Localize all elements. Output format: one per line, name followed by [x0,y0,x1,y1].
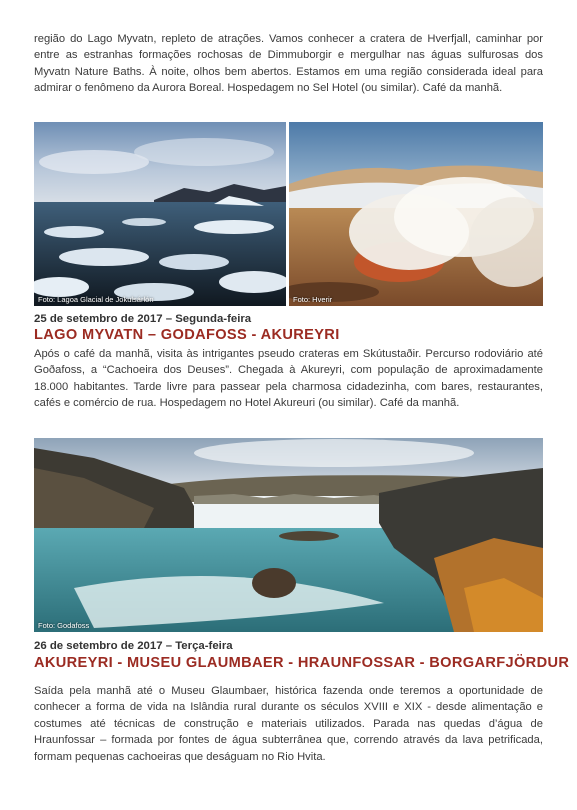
day2-title: AKUREYRI - MUSEU GLAUMBAER - HRAUNFOSSAR - BORGARFJÖRDUR [34,655,570,671]
day2-date: 26 de setembro de 2017 – Terça-feira [34,640,233,652]
day1-date: 25 de setembro de 2017 – Segunda-feira [34,313,252,325]
photo-caption-right: Foto: Hverir [293,295,333,304]
hverir-photo [289,122,543,306]
glacial-lagoon-photo [34,122,286,306]
godafoss-photo [34,438,543,632]
day1-paragraph: Após o café da manhã, visita às intrigantes pseudo crateras em Skútustaðir. Percurso rodoviário até Goðafoss, a “Cachoeira dos Deuses”. Chegada à Akureyri, com população de aproximadamente 18.000 habitantes. Tarde livre para passear pela charmosa cidadezinha, com bares, restaurantes, cafés e comércio de rua. Hospedagem no Hotel Akureuri (ou similar). Café da manhã. [34,348,543,410]
intro-paragraph: região do Lago Myvatn, repleto de atrações. Vamos conhecer a cratera de Hverfjall, caminhar por entre as estranhas formações rochosas de Dimmuborgir e mergulhar nas águas sulfurosas dos Myvatn Nature Baths. À noite, olhos bem abertos. Estamos em uma região considerada ideal para admirar o fenômeno da Aurora Boreal. Hospedagem no Sel Hotel (ou similar). Café da manhã. [34,33,543,95]
photo-caption-wide: Foto: Godafoss [38,621,90,630]
photo-caption-left: Foto: Lagoa Glacial de Jokulsárlón [38,295,154,304]
day1-title: LAGO MYVATN – GODAFOSS - AKUREYRI [34,327,340,343]
day2-paragraph: Saída pela manhã até o Museu Glaumbaer, histórica fazenda onde teremos a oportunidade de conhecer a forma de vida na Islândia rural durante os séculos XVIII e XIX - desde alimentação e costumes até técnicas de construção e materiais utilizados. Parada nas quedas d’água de Hraunfossar – formada por fontes de água subterrânea que, correndo através da lava petrificada, formam pequenas cachoeiras que deságuam no Rio Hvita. [34,685,543,763]
